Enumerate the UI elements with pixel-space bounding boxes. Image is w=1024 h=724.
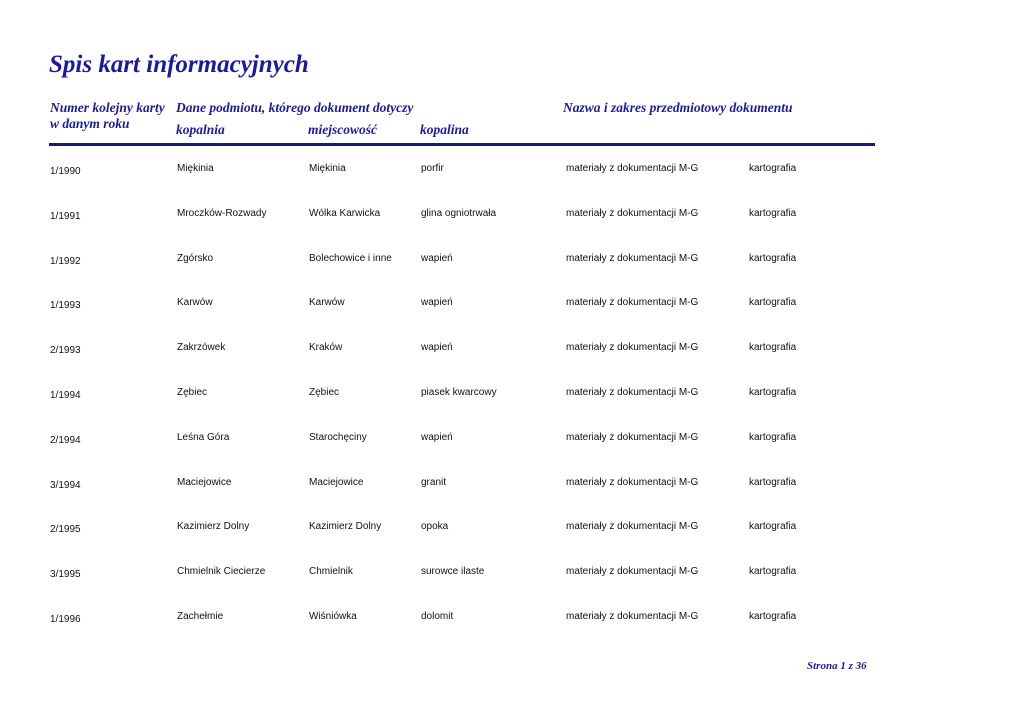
header-document: Nazwa i zakres przedmiotowy dokumentu bbox=[563, 100, 793, 115]
table-row bbox=[0, 565, 1024, 581]
mineral-name: wapień bbox=[421, 252, 453, 264]
table-row bbox=[0, 296, 1024, 312]
mineral-name: wapień bbox=[421, 297, 453, 309]
town-name: Maciejowice bbox=[309, 476, 364, 488]
town-name: Starochęciny bbox=[309, 431, 367, 443]
page-number: Strona 1 z 36 bbox=[807, 660, 867, 672]
mineral-name: granit bbox=[421, 476, 447, 488]
table-row bbox=[0, 207, 1024, 223]
card-number: 1/1992 bbox=[50, 255, 81, 267]
town-name: Miękinia bbox=[309, 163, 346, 174]
table-row bbox=[0, 520, 1024, 536]
town-name: Chmielnik bbox=[309, 566, 353, 578]
header-mine: kopalnia bbox=[176, 122, 225, 137]
town-name: Kraków bbox=[309, 342, 343, 354]
mine-name: Miękinia bbox=[177, 163, 214, 174]
mineral-name: wapień bbox=[421, 431, 453, 443]
card-number: 2/1994 bbox=[50, 434, 81, 446]
document-category: kartografia bbox=[749, 431, 797, 443]
document-category: kartografia bbox=[749, 297, 797, 309]
document-name: materiały z dokumentacji M-G bbox=[566, 342, 699, 354]
mine-name: Leśna Góra bbox=[177, 431, 230, 443]
header-number-line2: w danym roku bbox=[50, 116, 130, 131]
mine-name: Zakrzówek bbox=[177, 342, 226, 354]
town-name: Bolechowice i inne bbox=[309, 252, 392, 264]
card-number: 2/1995 bbox=[50, 524, 81, 536]
document-name: materiały z dokumentacji M-G bbox=[566, 387, 699, 398]
table-row bbox=[0, 476, 1024, 492]
mineral-name: opoka bbox=[421, 521, 449, 533]
mineral-name: dolomit bbox=[421, 611, 454, 622]
document-category: kartografia bbox=[749, 252, 797, 264]
header-divider bbox=[49, 143, 875, 146]
mine-name: Kazimierz Dolny bbox=[177, 521, 250, 533]
card-number: 1/1990 bbox=[50, 166, 81, 177]
town-name: Wiśniówka bbox=[309, 611, 357, 622]
table-row bbox=[0, 610, 1024, 626]
mine-name: Maciejowice bbox=[177, 476, 232, 488]
document-category: kartografia bbox=[749, 611, 797, 622]
document-category: kartografia bbox=[749, 566, 797, 578]
mine-name: Chmielnik Ciecierze bbox=[177, 566, 266, 578]
document-name: materiały z dokumentacji M-G bbox=[566, 297, 699, 309]
document-name: materiały z dokumentacji M-G bbox=[566, 252, 699, 264]
card-number: 1/1991 bbox=[50, 210, 81, 222]
town-name: Zębiec bbox=[309, 387, 340, 398]
mine-name: Karwów bbox=[177, 297, 213, 309]
town-name: Wólka Karwicka bbox=[309, 207, 381, 219]
document-category: kartografia bbox=[749, 342, 797, 354]
card-number: 3/1994 bbox=[50, 479, 81, 491]
header-subject: Dane podmiotu, którego dokument dotyczy bbox=[176, 100, 414, 115]
header-mineral: kopalina bbox=[420, 122, 469, 137]
page-title: Spis kart informacyjnych bbox=[49, 51, 309, 78]
document-category: kartografia bbox=[749, 521, 797, 533]
mineral-name: piasek kwarcowy bbox=[421, 387, 497, 398]
table-row bbox=[0, 431, 1024, 447]
table-row bbox=[0, 252, 1024, 268]
town-name: Kazimierz Dolny bbox=[309, 521, 382, 533]
document-category: kartografia bbox=[749, 387, 797, 398]
document-category: kartografia bbox=[749, 207, 797, 219]
card-number: 1/1993 bbox=[50, 300, 81, 312]
document-name: materiały z dokumentacji M-G bbox=[566, 566, 699, 578]
header-number-line1: Numer kolejny karty bbox=[50, 100, 165, 115]
card-number: 3/1995 bbox=[50, 569, 81, 581]
mine-name: Zgórsko bbox=[177, 252, 214, 264]
mine-name: Zachełmie bbox=[177, 611, 224, 622]
mineral-name: glina ogniotrwała bbox=[421, 207, 497, 219]
table-row bbox=[0, 386, 1024, 402]
mine-name: Zębiec bbox=[177, 387, 208, 398]
document-name: materiały z dokumentacji M-G bbox=[566, 163, 699, 174]
header-town: miejscowość bbox=[308, 122, 377, 137]
town-name: Karwów bbox=[309, 297, 345, 309]
mineral-name: wapień bbox=[421, 342, 453, 354]
mine-name: Mroczków-Rozwady bbox=[177, 207, 267, 219]
document-category: kartografia bbox=[749, 476, 797, 488]
document-name: materiały z dokumentacji M-G bbox=[566, 521, 699, 533]
card-number: 1/1996 bbox=[50, 614, 81, 625]
mineral-name: surowce ilaste bbox=[421, 566, 485, 578]
document-name: materiały z dokumentacji M-G bbox=[566, 476, 699, 488]
mineral-name: porfir bbox=[421, 163, 444, 174]
card-number: 1/1994 bbox=[50, 390, 81, 401]
document-name: materiały z dokumentacji M-G bbox=[566, 611, 699, 622]
table-row bbox=[0, 341, 1024, 357]
document-category: kartografia bbox=[749, 163, 797, 174]
document-name: materiały z dokumentacji M-G bbox=[566, 431, 699, 443]
table-row bbox=[0, 162, 1024, 178]
card-number: 2/1993 bbox=[50, 345, 81, 357]
document-name: materiały z dokumentacji M-G bbox=[566, 207, 699, 219]
